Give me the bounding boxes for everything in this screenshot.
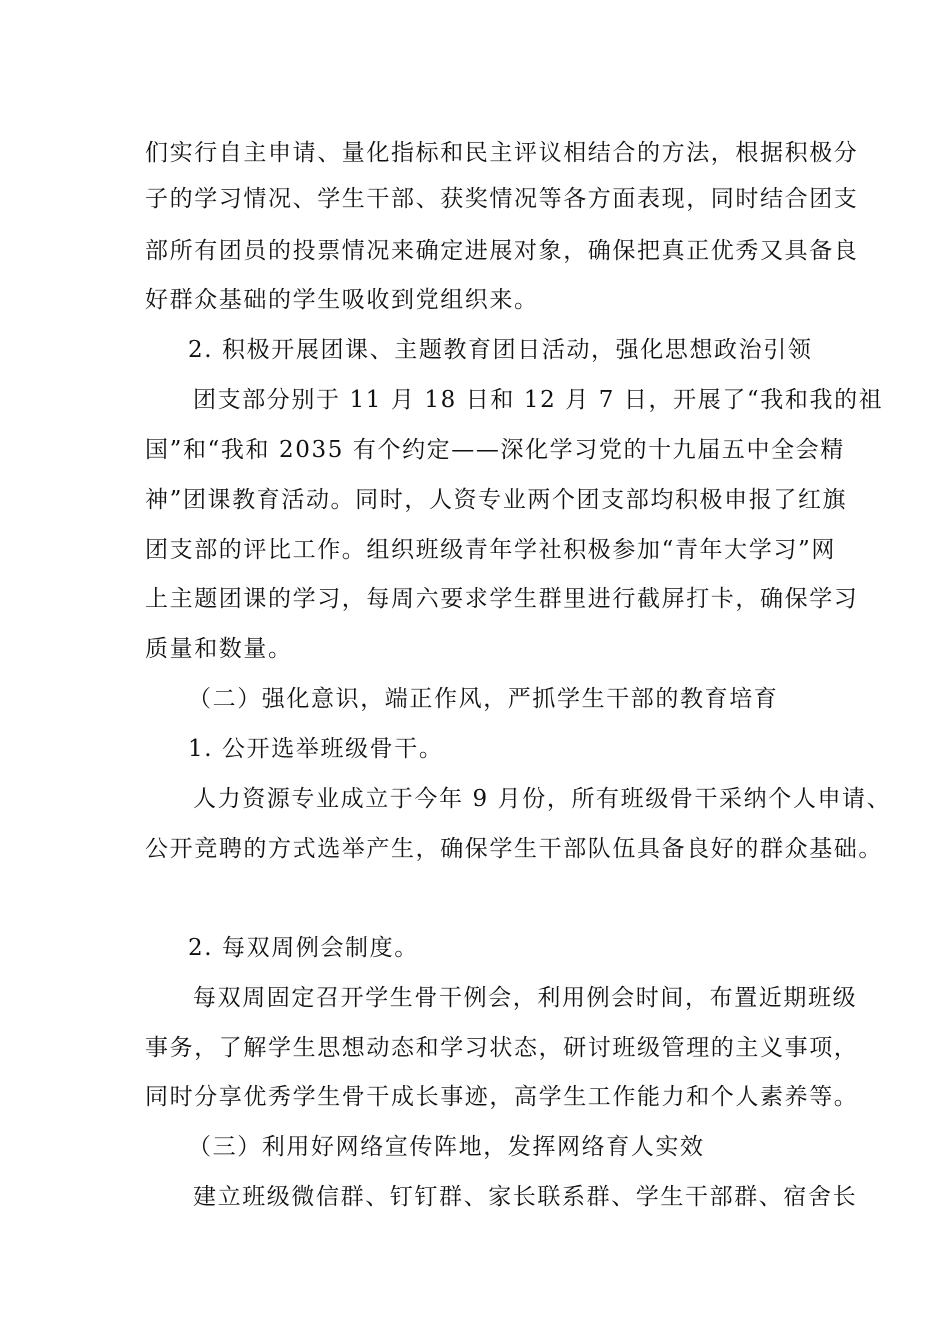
text-line: 神”团课教育活动。同时，人资专业两个团支部均积极申报了红旗 [145, 487, 848, 513]
text-line: 上主题团课的学习，每周六要求学生群里进行截屏打卡，确保学习 [145, 586, 859, 612]
text-line: 国”和“我和 2035 有个约定——深化学习党的十九届五中全会精 [145, 437, 845, 463]
text-line: 子的学习情况、学生干部、获奖情况等各方面表现，同时结合团支 [145, 186, 859, 212]
text-line: 质量和数量。 [145, 636, 293, 662]
text-line: 部所有团员的投票情况来确定进展对象，确保把真正优秀又具备良 [145, 238, 859, 264]
text-line: 人力资源专业成立于今年 9 月份，所有班级骨干采纳个人申请、 [193, 786, 892, 812]
text-line: 们实行自主申请、量化指标和民主评议相结合的方法，根据积极分 [145, 140, 859, 166]
section-heading: （二）强化意识，端正作风，严抓学生干部的教育培育 [188, 686, 779, 712]
section-heading: 1. 公开选举班级骨干。 [188, 736, 444, 762]
text-line: 公开竞聘的方式选举产生，确保学生干部队伍具备良好的群众基础。 [145, 836, 883, 862]
section-heading: 2. 积极开展团课、主题教育团日活动，强化思想政治引领 [188, 337, 813, 363]
text-line: 事务，了解学生思想动态和学习状态，研讨班级管理的主义事项， [145, 1035, 859, 1061]
section-heading: （三）利用好网络宣传阵地，发挥网络育人实效 [188, 1134, 705, 1160]
text-line: 团支部的评比工作。组织班级青年学社积极参加“青年大学习”网 [145, 537, 836, 563]
text-line: 同时分享优秀学生骨干成长事迹，高学生工作能力和个人素养等。 [145, 1084, 859, 1110]
text-line: 每双周固定召开学生骨干例会，利用例会时间，布置近期班级 [193, 985, 858, 1011]
text-line: 建立班级微信群、钉钉群、家长联系群、学生干部群、宿舍长 [193, 1184, 858, 1210]
text-line: 团支部分别于 11 月 18 日和 12 月 7 日，开展了“我和我的祖 [193, 387, 884, 413]
section-heading: 2. 每双周例会制度。 [188, 935, 419, 961]
text-line: 好群众基础的学生吸收到党组织来。 [145, 287, 539, 313]
